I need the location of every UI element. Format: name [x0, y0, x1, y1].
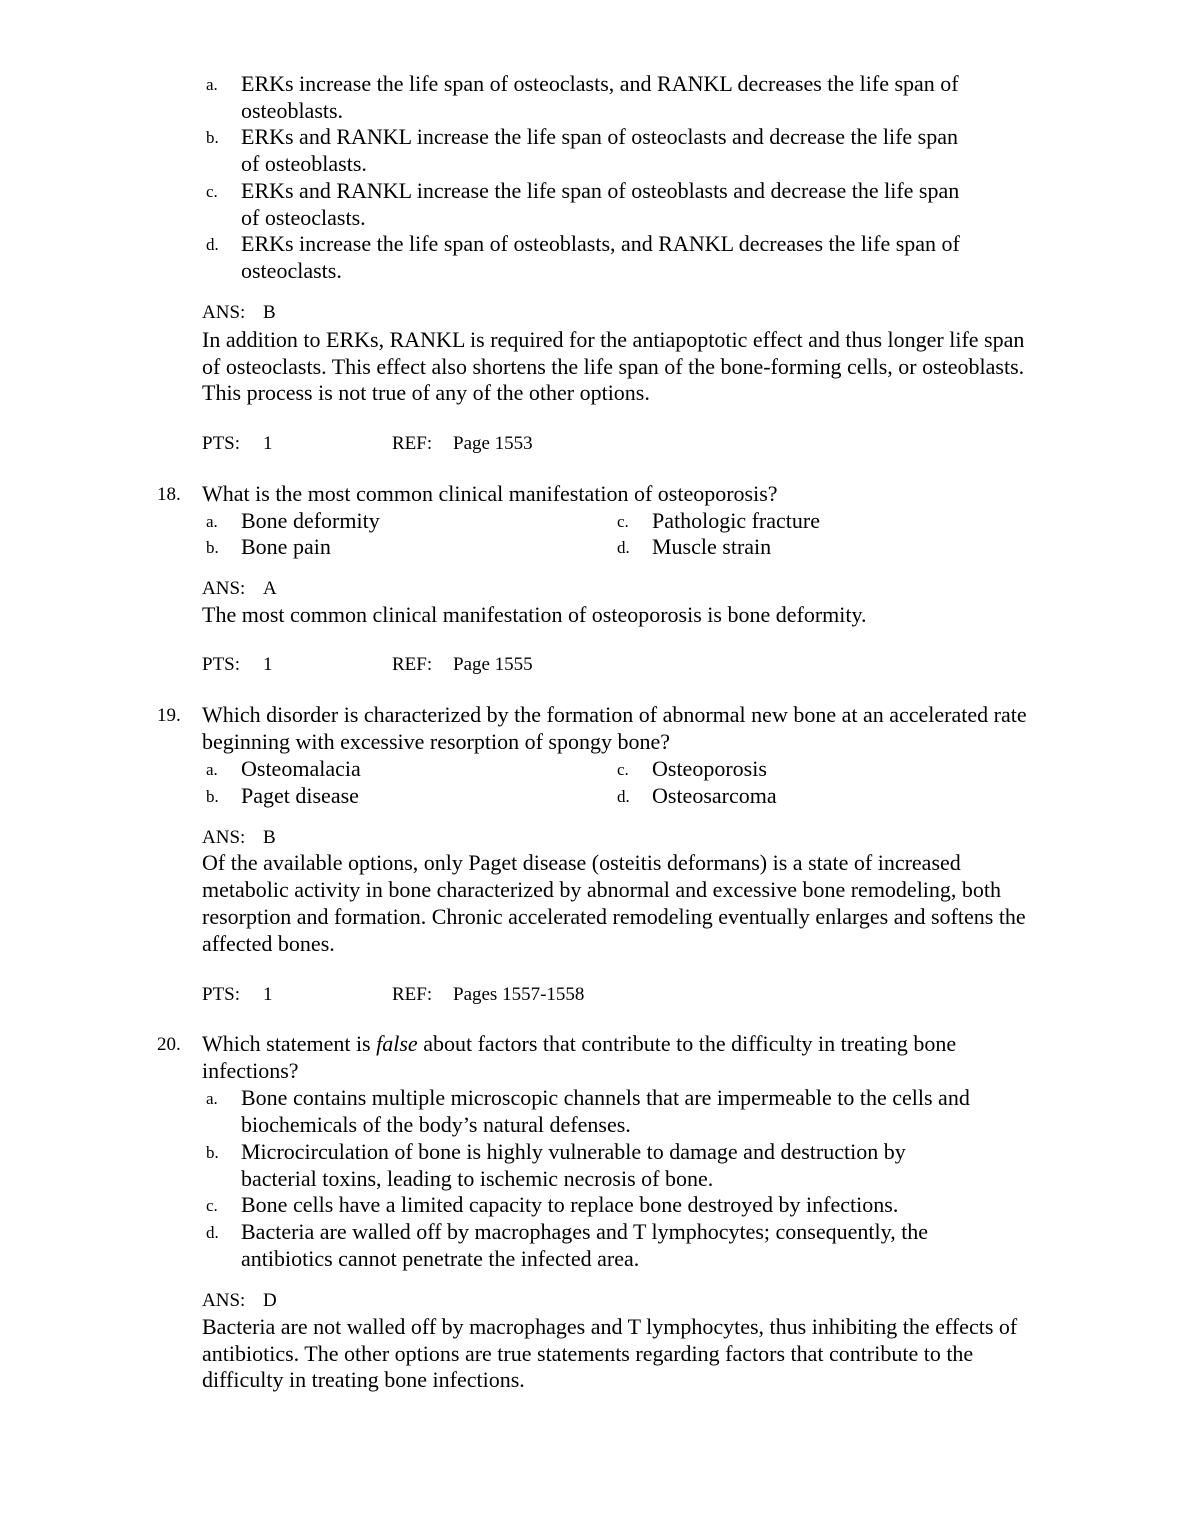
option-text: of osteoclasts.: [241, 205, 366, 230]
option-text: ERKs increase the life span of osteoclasts, and RANKL decreases the life span of: [241, 71, 959, 96]
stem-text: Which statement is: [202, 1031, 377, 1056]
option-text: biochemicals of the body’s natural defenses.: [241, 1112, 631, 1137]
question-number: 18.: [157, 484, 181, 505]
option-text: bacterial toxins, leading to ischemic necrosis of bone.: [241, 1166, 714, 1191]
option-text: osteoblasts.: [241, 98, 344, 123]
rationale-line: resorption and formation. Chronic accelerated remodeling eventually enlarges and softens the: [202, 904, 1026, 929]
option-text: Osteoporosis: [652, 756, 767, 781]
ref-label: REF:: [392, 433, 433, 454]
rationale-line: metabolic activity in bone characterized by abnormal and excessive bone remodeling, both: [202, 877, 1002, 902]
option-text: Pathologic fracture: [652, 508, 820, 533]
option-text: ERKs and RANKL increase the life span of osteoblasts and decrease the life span: [241, 178, 960, 203]
option-text: of osteoblasts.: [241, 151, 367, 176]
option-letter: b.: [206, 538, 219, 557]
pts-value: 1: [263, 433, 273, 454]
question-stem: beginning with excessive resorption of spongy bone?: [202, 729, 671, 754]
ref-value: Pages 1557-1558: [453, 984, 585, 1005]
option-letter: a.: [206, 760, 218, 779]
option-letter: d.: [206, 1223, 219, 1242]
rationale-line: Of the available options, only Paget disease (osteitis deformans) is a state of increased: [202, 850, 961, 875]
option-text: Muscle strain: [652, 534, 772, 559]
option-text: Osteosarcoma: [652, 783, 777, 808]
stem-emphasis: false: [376, 1031, 418, 1056]
ref-label: REF:: [392, 984, 433, 1005]
rationale-line: of osteoclasts. This effect also shortens the life span of the bone-forming cells, or osteoblasts.: [202, 354, 1025, 379]
option-letter: a.: [206, 1089, 218, 1108]
ref-value: Page 1555: [453, 654, 533, 675]
option-letter: c.: [206, 182, 218, 201]
option-text: Paget disease: [241, 783, 359, 808]
rationale-line: difficulty in treating bone infections.: [202, 1367, 525, 1392]
question-stem: [202, 1030, 956, 1057]
rationale-line: antibiotics. The other options are true statements regarding factors that contribute to the: [202, 1341, 974, 1366]
ref-label: REF:: [392, 654, 433, 675]
rationale-line: This process is not true of any of the other options.: [202, 380, 650, 405]
question-stem: What is the most common clinical manifestation of osteoporosis?: [202, 481, 778, 506]
option-text: Bone cells have a limited capacity to replace bone destroyed by infections.: [241, 1192, 899, 1217]
option-letter: c.: [206, 1196, 218, 1215]
pts-value: 1: [263, 654, 273, 675]
option-text: Bone deformity: [241, 508, 380, 533]
option-text: Bone pain: [241, 534, 331, 559]
rationale-line: The most common clinical manifestation of osteoporosis is bone deformity.: [202, 602, 867, 627]
option-text: Osteomalacia: [241, 756, 361, 781]
option-text: antibiotics cannot penetrate the infected area.: [241, 1246, 640, 1271]
rationale-line: In addition to ERKs, RANKL is required for the antiapoptotic effect and thus longer life span: [202, 327, 1025, 352]
pts-label: PTS:: [202, 654, 241, 675]
option-letter: d.: [206, 235, 219, 254]
option-letter: a.: [206, 75, 218, 94]
option-letter: d.: [617, 538, 630, 557]
option-text: ERKs and RANKL increase the life span of osteoclasts and decrease the life span: [241, 124, 958, 149]
option-letter: b.: [206, 128, 219, 147]
answer-value: B: [263, 827, 276, 848]
pts-label: PTS:: [202, 984, 241, 1005]
question-number: 20.: [157, 1034, 181, 1055]
answer-label: ANS:: [202, 302, 246, 323]
option-letter: b.: [206, 1143, 219, 1162]
answer-label: ANS:: [202, 578, 246, 599]
pts-label: PTS:: [202, 433, 241, 454]
answer-label: ANS:: [202, 1290, 246, 1311]
option-text: Bone contains multiple microscopic channels that are impermeable to the cells and: [241, 1085, 970, 1110]
ref-value: Page 1553: [453, 433, 533, 454]
option-text: osteoclasts.: [241, 258, 342, 283]
answer-value: B: [263, 302, 276, 323]
option-text: Microcirculation of bone is highly vulnerable to damage and destruction by: [241, 1139, 906, 1164]
answer-value: D: [263, 1290, 277, 1311]
option-letter: c.: [617, 760, 629, 779]
pts-value: 1: [263, 984, 273, 1005]
rationale-line: Bacteria are not walled off by macrophages and T lymphocytes, thus inhibiting the effects of: [202, 1314, 1018, 1339]
option-text: ERKs increase the life span of osteoblasts, and RANKL decreases the life span of: [241, 231, 960, 256]
option-letter: a.: [206, 512, 218, 531]
question-stem: infections?: [202, 1058, 299, 1083]
option-letter: b.: [206, 787, 219, 806]
answer-label: ANS:: [202, 827, 246, 848]
option-text: Bacteria are walled off by macrophages and T lymphocytes; consequently, the: [241, 1219, 929, 1244]
question-number: 19.: [157, 705, 181, 726]
question-stem: Which disorder is characterized by the formation of abnormal new bone at an accelerated rate: [202, 702, 1027, 727]
rationale-line: affected bones.: [202, 931, 335, 956]
stem-text: about factors that contribute to the difficulty in treating bone: [417, 1031, 957, 1056]
answer-value: A: [263, 578, 277, 599]
option-letter: c.: [617, 512, 629, 531]
option-letter: d.: [617, 787, 630, 806]
